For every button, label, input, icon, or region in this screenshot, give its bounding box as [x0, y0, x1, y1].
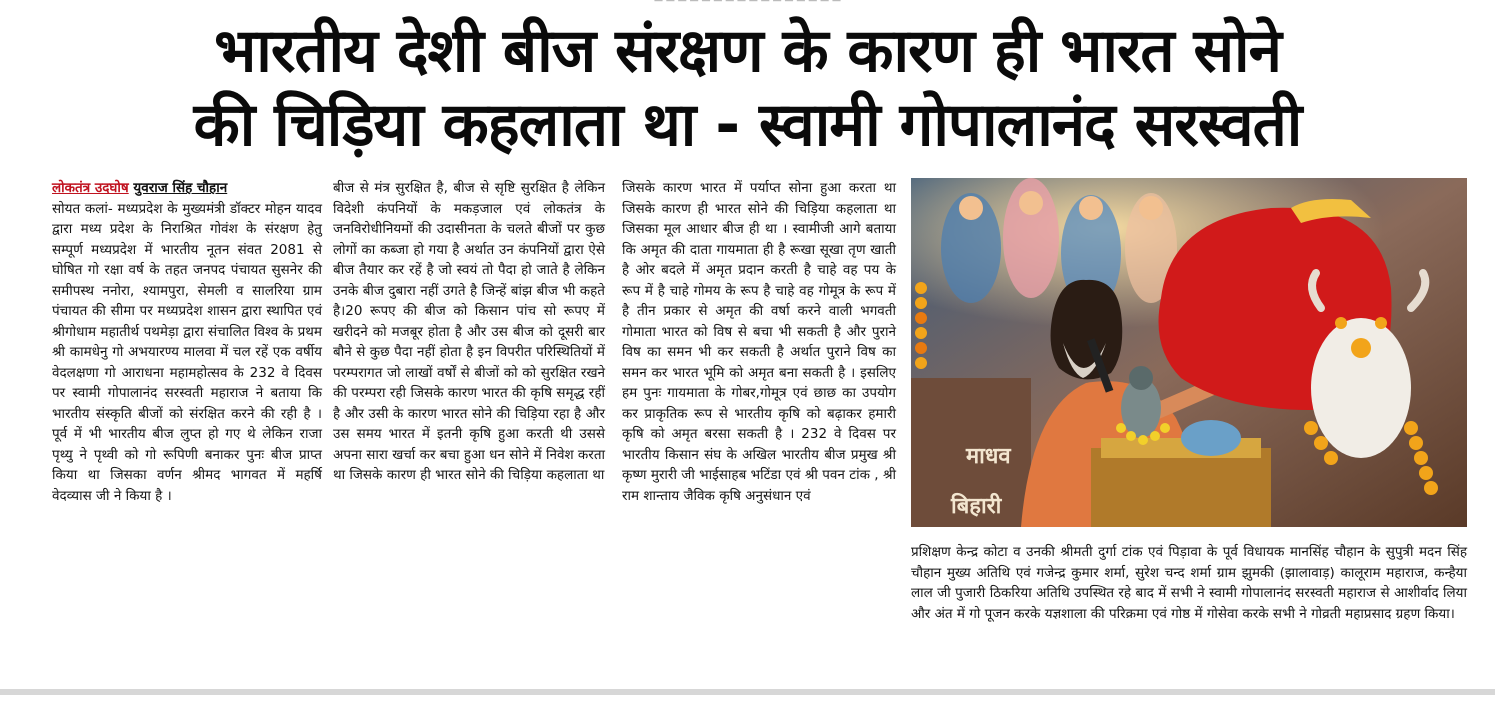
- headline-line-2: की चिड़िया कहलाता था - स्वामी गोपालानंद सरस्वती: [193, 90, 1302, 160]
- byline-author: युवराज सिंह चौहान: [133, 180, 228, 196]
- article-column-2: [333, 178, 605, 486]
- sign-text-1: माधव: [966, 444, 1011, 469]
- article-column-3: [622, 178, 896, 506]
- sign-text-2: बिहारी: [951, 494, 1002, 519]
- cut-off-top-text: — — — — — — — — — — — — — — — —: [654, 0, 841, 5]
- caption-text: प्रशिक्षण केन्द्र कोटा व उनकी श्रीमती दुर्गा टांक एवं पिड़ावा के पूर्व विधायक मानसिंह चौहान के सुपुत्री मदन सिंह चौहान मुख्य अतिथि एवं गजेन्द्र कुमार शर्मा, सुरेश चन्द शर्मा ग्राम झुमकी (झालावाड़) कालूराम महाराज, कन्हैया लाल जी पुजारी ठिकरिया अतिथि उपस्थित रहे बाद में सभी ने स्वामी गोपालानंद सरस्वती महाराज से आशीर्वाद लिया और अंत में गो पूजन करके यज्ञशाला की परिक्रमा एवं गोष्ठ में गोसेवा करके सभी ने गोव्रती महाप्रसाद ग्रहण किया।: [911, 544, 1467, 622]
- news-photo: [911, 178, 1467, 527]
- headline: [20, 14, 1475, 162]
- bottom-border: [0, 689, 1495, 695]
- headline-line-1: भारतीय देशी बीज संरक्षण के कारण ही भारत सोने: [214, 16, 1281, 86]
- byline: [52, 180, 227, 196]
- byline-newspaper: लोकतंत्र उदघोष: [52, 180, 129, 196]
- article-column-1: [52, 178, 322, 506]
- photo-illustration: [911, 178, 1467, 527]
- column-2-text: बीज से मंत्र सुरक्षित है, बीज से सृष्टि सुरक्षित है लेकिन विदेशी कंपनियों के मकड़जाल एवं लोकतंत्र के जनविरोधीनियमों की उदासीनता के चलते बीजों पर कुछ लोगों का कब्जा हो गया है अर्थात उन कंपनियों द्वारा ऐसे बीज तैयार कर रहें है जो स्वयं तो पैदा हो जाते है लेकिन उनके बीज दुबारा नहीं उगते है जिन्हें बांझ बीज भी कहते है।20 रूपए की बीज को किसान पांच सो रूपए में खरीदने को मजबूर होता है और उस बीज को दूसरी बार बौने से कुछ पैदा नहीं होता है इन विपरीत परिस्थितियों में परम्परागत जो लाखों वर्षों से बीजों को को सुरक्षित रखने की परम्परा रही जिसके कारण भारत की कृषि समृद्ध रहीं है और उसी के कारण भारत सोने की चिड़िया रहा है और उस समय भारत में इतनी कृषि हुआ करती थी उससे अपना सारा खर्चा कर बचा हुआ धन सोने में निवेश करता था जिसके कारण ही भारत सोने की चिड़िया कहलाता था: [333, 180, 606, 483]
- column-3-text: जिसके कारण भारत में पर्याप्त सोना हुआ करता था जिसके कारण ही भारत सोने की चिड़िया कहलाता था जिसका मूल आधार बीज ही था । स्वामीजी आगे बताया कि अमृत की दाता गायमाता ही है रूखा सूखा तृण खाती है ओर बदले में अमृत प्रदान करती है चाहे वह पय के रूप में है चाहे गोमय के रूप है चाहे वह गोमूत्र के रूप में है तीन प्रकार से अमृत की वर्षा करने वाली भगवती गोमाता भारत को विष से बचा भी सकती है और पुराने विष का समन भी कर सकती है अर्थात पुराने विष का समन कर भारत भूमि को अमृत बना सकती है । इसलिए हम पुनः गायमाता के गोबर,गोमूत्र एवं छाछ का उपयोग कर प्राकृतिक रूप से भारतीय कृषि को बढ़ाकर हमारी कृषि को अमृत बरसा सकती है । 232 वे दिवस पर भारतीय किसान संघ के अखिल भारतीय बीज प्रमुख श्री कृष्ण मुरारी जी भाईसाहब भटिंडा एवं श्री पवन टांक , श्री राम शान्ताय जैविक कृषि अनुसंधान एवं: [622, 180, 896, 504]
- column-1-text: सोयत कलां- मध्यप्रदेश के मुख्यमंत्री डॉक्टर मोहन यादव द्वारा मध्य प्रदेश के निराश्रित गोवंश के संरक्षण हेतु सम्पूर्ण मध्यप्रदेश में भारतीय नूतन संवत 2081 से घोषित गो रक्षा वर्ष के तहत जनपद पंचायत सुसनेर की समीपस्थ ननोरा, श्यामपुरा, सेमली व सालरिया ग्राम पंचायत की सीमा पर मध्यप्रदेश शासन द्वारा स्थापित एवं श्रीगोधाम महातीर्थ पथमेड़ा द्वारा संचालित विश्व के प्रथम श्री कामधेनु गो अभयारण्य मालवा में चल रहें एक वर्षीय वेदलक्षणा गो आराधना महामहोत्सव के 232 वे दिवस पर स्वामी गोपालानंद सरस्वती महाराज ने बताया कि भारतीय संस्कृति बीजों को संरक्षित करने की रही है । पूर्व में भी भारतीय बीज लुप्त हो गए थे लेकिन राजा पृथ्यु ने पृथ्वी को गो रूपिणी बनाकर पुनः बीज प्राप्त किया था जिसका वर्णन श्रीमद भागवत में महर्षि वेदव्यास जी ने किया है ।: [52, 200, 322, 504]
- photo-caption-continuation: [911, 542, 1467, 624]
